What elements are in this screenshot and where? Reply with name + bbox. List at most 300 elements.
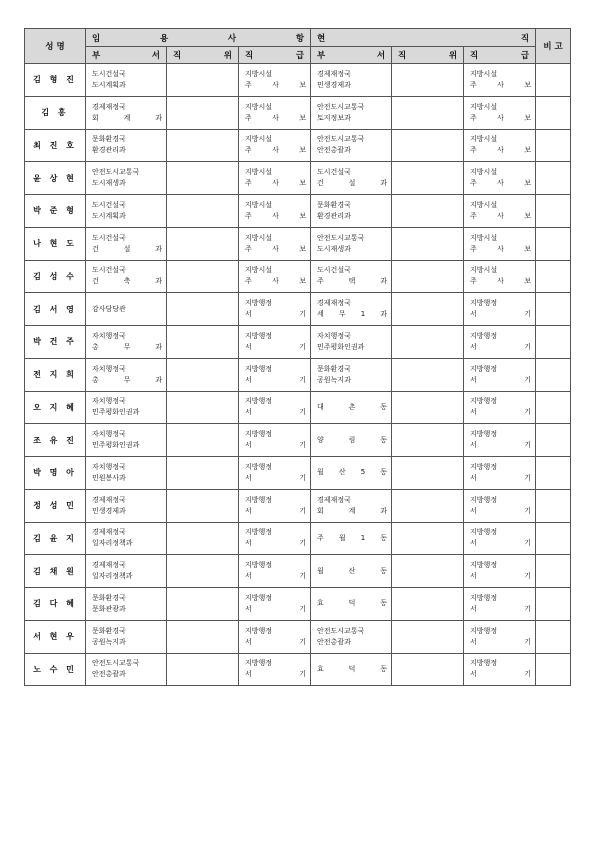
cur-grade-cell-line: 주 사 보 — [470, 179, 532, 188]
cur-grade-cell — [464, 293, 536, 326]
cur-grade-cell-line: 지방시설 — [470, 69, 498, 78]
new-dept-cell-line: 도시재생과 — [92, 179, 126, 188]
cur-position-header — [392, 47, 464, 64]
cur-position-cell — [392, 227, 464, 260]
new-dept-cell — [86, 620, 167, 653]
new-dept-cell-line: 민주평화인권과 — [92, 441, 140, 450]
new-grade-cell — [239, 358, 311, 391]
person-name: 김 형 진 — [25, 64, 86, 97]
cur-grade-cell — [464, 129, 536, 162]
person-name: 김 윤 지 — [25, 522, 86, 555]
new-grade-cell-line: 주 사 보 — [245, 179, 307, 188]
table-row — [25, 653, 571, 686]
header-char: 직 — [520, 33, 530, 44]
cur-grade-cell-line: 지방시설 — [470, 102, 498, 111]
person-name: 노 수 민 — [25, 653, 86, 686]
remarks-cell — [536, 522, 571, 555]
new-grade-cell — [239, 588, 311, 621]
cur-dept-cell-line: 경제재정국 — [317, 495, 351, 504]
header-char: 용 — [159, 33, 169, 44]
new-dept-cell — [86, 391, 167, 424]
cur-grade-cell — [464, 489, 536, 522]
new-position-cell — [167, 555, 239, 588]
cur-position-cell — [392, 129, 464, 162]
person-name: 최 진 호 — [25, 129, 86, 162]
cur-grade-cell-line: 서 기 — [470, 539, 532, 548]
header-char: 직 — [173, 51, 182, 61]
cur-position-cell — [392, 162, 464, 195]
cur-position-cell — [392, 391, 464, 424]
remarks-cell — [536, 653, 571, 686]
remarks-cell — [536, 96, 571, 129]
cur-grade-cell-line: 서 기 — [470, 310, 532, 319]
new-dept-cell — [86, 129, 167, 162]
cur-grade-cell — [464, 620, 536, 653]
cur-dept-cell-line: 안전총괄과 — [317, 146, 351, 155]
remarks-cell — [536, 293, 571, 326]
cur-dept-cell — [311, 358, 392, 391]
new-dept-cell-line: 도시건설국 — [92, 69, 126, 78]
new-grade-cell-line: 지방시설 — [245, 200, 273, 209]
new-grade-cell — [239, 457, 311, 490]
new-dept-cell — [86, 260, 167, 293]
new-grade-cell-line: 서 기 — [245, 408, 307, 417]
new-dept-cell-line: 문화관광과 — [92, 604, 126, 613]
new-grade-cell-line: 지방행정 — [245, 528, 273, 537]
new-grade-cell-line: 지방시설 — [245, 69, 273, 78]
cur-grade-cell-line: 서 기 — [470, 670, 532, 679]
table-row — [25, 326, 571, 359]
cur-dept-cell-line: 토지정보과 — [317, 113, 351, 122]
new-position-cell — [167, 293, 239, 326]
remarks-cell — [536, 424, 571, 457]
new-dept-cell-line: 안전도시교통국 — [92, 659, 140, 668]
header-char: 사 — [227, 33, 237, 44]
cur-grade-cell — [464, 64, 536, 97]
cur-grade-cell — [464, 260, 536, 293]
cur-position-cell — [392, 293, 464, 326]
header-char: 위 — [448, 51, 458, 61]
new-grade-cell-line: 주 사 보 — [245, 277, 307, 286]
cur-dept-cell-line: 민생경제과 — [317, 80, 351, 89]
cur-dept-cell — [311, 162, 392, 195]
new-dept-cell-line: 회 계 과 — [92, 113, 162, 122]
new-grade-cell — [239, 195, 311, 228]
new-grade-cell-line: 주 사 보 — [245, 80, 307, 89]
cur-dept-cell-line: 양 림 동 — [317, 435, 388, 444]
cur-dept-cell-line: 환경관리과 — [317, 211, 351, 220]
new-grade-header — [239, 47, 311, 64]
cur-dept-cell-line: 안전도시교통국 — [317, 233, 365, 242]
person-name: 박 건 주 — [25, 326, 86, 359]
new-grade-cell — [239, 391, 311, 424]
person-name: 박 명 아 — [25, 457, 86, 490]
cur-grade-cell-line: 지방행정 — [470, 495, 498, 504]
cur-dept-cell — [311, 293, 392, 326]
new-position-cell — [167, 391, 239, 424]
cur-dept-cell-line: 세 무 1 과 — [317, 310, 388, 319]
remarks-cell — [536, 129, 571, 162]
cur-dept-cell-line: 경제재정국 — [317, 69, 351, 78]
new-grade-cell-line: 지방행정 — [245, 331, 273, 340]
cur-grade-cell — [464, 326, 536, 359]
person-name: 나 현 도 — [25, 227, 86, 260]
cur-position-cell — [392, 489, 464, 522]
cur-grade-cell-line: 지방시설 — [470, 168, 498, 177]
new-dept-cell — [86, 588, 167, 621]
cur-position-cell — [392, 260, 464, 293]
new-grade-cell — [239, 489, 311, 522]
cur-dept-cell — [311, 129, 392, 162]
remarks-cell — [536, 260, 571, 293]
new-dept-cell-line: 자치행정국 — [92, 430, 126, 439]
new-dept-cell — [86, 424, 167, 457]
remarks-cell — [536, 64, 571, 97]
new-dept-cell-line: 민생경제과 — [92, 506, 126, 515]
table-row — [25, 489, 571, 522]
cur-position-cell — [392, 358, 464, 391]
person-name: 정 성 민 — [25, 489, 86, 522]
table-row — [25, 96, 571, 129]
person-name: 전 지 희 — [25, 358, 86, 391]
cur-position-cell — [392, 424, 464, 457]
header-char: 부 — [92, 51, 101, 61]
remarks-cell — [536, 162, 571, 195]
cur-grade-cell-line: 서 기 — [470, 637, 532, 646]
new-dept-cell-line: 경제재정국 — [92, 528, 126, 537]
cur-position-cell — [392, 522, 464, 555]
new-dept-header — [86, 47, 167, 64]
appointment-header — [86, 29, 311, 47]
new-dept-cell-line: 총 무 과 — [92, 342, 162, 351]
cur-grade-cell-line: 서 기 — [470, 572, 532, 581]
cur-dept-cell-line: 도시건설국 — [317, 266, 351, 275]
remarks-cell — [536, 227, 571, 260]
new-grade-cell — [239, 620, 311, 653]
new-grade-cell-line: 주 사 보 — [245, 113, 307, 122]
person-name: 윤 상 현 — [25, 162, 86, 195]
table-row — [25, 620, 571, 653]
cur-dept-cell-line: 문화환경국 — [317, 364, 351, 373]
cur-grade-cell-line: 주 사 보 — [470, 211, 532, 220]
new-grade-cell-line: 서 기 — [245, 310, 307, 319]
cur-grade-cell — [464, 96, 536, 129]
new-grade-cell — [239, 129, 311, 162]
cur-grade-cell-line: 지방행정 — [470, 659, 498, 668]
new-position-cell — [167, 96, 239, 129]
cur-grade-cell-line: 지방행정 — [470, 462, 498, 471]
cur-grade-cell — [464, 162, 536, 195]
new-position-cell — [167, 227, 239, 260]
cur-grade-cell — [464, 457, 536, 490]
new-grade-cell-line: 지방행정 — [245, 364, 273, 373]
cur-grade-cell-line: 서 기 — [470, 441, 532, 450]
new-dept-cell — [86, 227, 167, 260]
cur-dept-cell — [311, 522, 392, 555]
new-grade-cell — [239, 162, 311, 195]
header-char: 직 — [470, 51, 479, 61]
new-grade-cell — [239, 64, 311, 97]
table-row — [25, 293, 571, 326]
new-grade-cell — [239, 522, 311, 555]
cur-dept-cell-line: 경제재정국 — [317, 299, 351, 308]
cur-dept-cell — [311, 588, 392, 621]
cur-dept-cell-line: 도시건설국 — [317, 168, 351, 177]
header-char: 위 — [223, 51, 232, 61]
table-row — [25, 358, 571, 391]
new-position-cell — [167, 162, 239, 195]
new-dept-cell-line: 자치행정국 — [92, 462, 126, 471]
table-body — [25, 64, 571, 686]
new-dept-cell — [86, 293, 167, 326]
cur-position-cell — [392, 457, 464, 490]
new-dept-cell-line: 감사담당관 — [92, 304, 126, 313]
cur-dept-cell-line: 월 산 5 동 — [317, 468, 388, 477]
name-header: 성 명 — [25, 29, 86, 64]
new-grade-cell — [239, 653, 311, 686]
cur-grade-cell-line: 서 기 — [470, 342, 532, 351]
cur-grade-cell-line: 주 사 보 — [470, 277, 532, 286]
cur-dept-cell-line: 주 월 1 동 — [317, 533, 388, 542]
cur-grade-cell-line: 주 사 보 — [470, 244, 532, 253]
table-row — [25, 457, 571, 490]
table-row — [25, 555, 571, 588]
new-dept-cell-line: 도시계획과 — [92, 80, 126, 89]
new-dept-cell-line: 도시건설국 — [92, 233, 126, 242]
new-grade-cell-line: 서 기 — [245, 572, 307, 581]
new-grade-cell-line: 서 기 — [245, 670, 307, 679]
current-header-text — [311, 32, 535, 44]
remarks-cell — [536, 195, 571, 228]
header-char: 부 — [317, 51, 326, 61]
new-grade-cell — [239, 96, 311, 129]
cur-grade-cell-line: 지방행정 — [470, 299, 498, 308]
cur-dept-cell — [311, 424, 392, 457]
cur-dept-cell-line: 건 설 과 — [317, 179, 388, 188]
remarks-header: 비 고 — [536, 29, 571, 64]
new-position-cell — [167, 424, 239, 457]
new-dept-cell-line: 공원녹지과 — [92, 637, 126, 646]
new-grade-cell-line: 주 사 보 — [245, 146, 307, 155]
new-dept-header-text — [86, 49, 166, 61]
cur-dept-cell — [311, 195, 392, 228]
header-char: 직 — [245, 51, 254, 61]
new-dept-cell-line: 문화환경국 — [92, 593, 126, 602]
new-position-header — [167, 47, 239, 64]
new-position-cell — [167, 195, 239, 228]
cur-dept-cell — [311, 620, 392, 653]
cur-dept-header — [311, 47, 392, 64]
cur-dept-cell-line: 안전도시교통국 — [317, 626, 365, 635]
remarks-cell — [536, 391, 571, 424]
cur-grade-cell-line: 서 기 — [470, 408, 532, 417]
person-name: 김 성 수 — [25, 260, 86, 293]
cur-dept-cell-line: 안전도시교통국 — [317, 102, 365, 111]
cur-grade-cell-line: 서 기 — [470, 473, 532, 482]
new-grade-cell-line: 지방행정 — [245, 593, 273, 602]
new-position-cell — [167, 260, 239, 293]
cur-grade-cell-line: 지방행정 — [470, 561, 498, 570]
person-name: 김 채 원 — [25, 555, 86, 588]
cur-position-cell — [392, 588, 464, 621]
cur-position-cell — [392, 326, 464, 359]
cur-grade-cell-line: 주 사 보 — [470, 113, 532, 122]
new-grade-cell-line: 서 기 — [245, 604, 307, 613]
new-grade-cell-line: 지방행정 — [245, 299, 273, 308]
cur-grade-cell — [464, 588, 536, 621]
new-dept-cell-line: 도시건설국 — [92, 200, 126, 209]
new-position-cell — [167, 64, 239, 97]
person-name: 김 홍 — [25, 96, 86, 129]
new-grade-cell-line: 지방시설 — [245, 102, 273, 111]
new-grade-cell-line: 서 기 — [245, 637, 307, 646]
table-row — [25, 588, 571, 621]
new-dept-cell-line: 자치행정국 — [92, 364, 126, 373]
new-dept-cell-line: 문화환경국 — [92, 626, 126, 635]
cur-grade-cell — [464, 227, 536, 260]
new-position-cell — [167, 326, 239, 359]
cur-dept-cell-line: 문화환경국 — [317, 200, 351, 209]
cur-grade-cell — [464, 391, 536, 424]
new-grade-cell — [239, 260, 311, 293]
cur-grade-cell-line: 서 기 — [470, 506, 532, 515]
new-grade-cell-line: 지방시설 — [245, 135, 273, 144]
cur-dept-cell — [311, 457, 392, 490]
cur-dept-cell-line: 월 산 동 — [317, 566, 388, 575]
cur-dept-cell — [311, 227, 392, 260]
new-position-cell — [167, 489, 239, 522]
cur-grade-cell-line: 지방시설 — [470, 233, 498, 242]
header-char: 직 — [398, 51, 407, 61]
table-row — [25, 391, 571, 424]
new-grade-cell-line: 지방시설 — [245, 168, 273, 177]
cur-grade-cell — [464, 195, 536, 228]
person-name: 서 현 우 — [25, 620, 86, 653]
cur-grade-cell — [464, 358, 536, 391]
new-dept-cell — [86, 489, 167, 522]
remarks-cell — [536, 358, 571, 391]
new-grade-cell — [239, 227, 311, 260]
header-char: 급 — [520, 51, 530, 61]
cur-grade-cell-line: 지방시설 — [470, 200, 498, 209]
header-char: 임 — [92, 33, 101, 44]
table-row — [25, 260, 571, 293]
appointment-table — [24, 28, 571, 686]
cur-grade-cell-line: 지방행정 — [470, 397, 498, 406]
new-dept-cell-line: 자치행정국 — [92, 397, 126, 406]
cur-grade-cell — [464, 522, 536, 555]
cur-grade-cell-line: 주 사 보 — [470, 146, 532, 155]
new-grade-cell-line: 지방시설 — [245, 233, 273, 242]
new-position-cell — [167, 129, 239, 162]
new-grade-cell-line: 지방행정 — [245, 626, 273, 635]
table-row — [25, 162, 571, 195]
cur-grade-cell-line: 서 기 — [470, 375, 532, 384]
new-dept-cell — [86, 358, 167, 391]
cur-dept-cell — [311, 96, 392, 129]
new-grade-cell — [239, 326, 311, 359]
new-dept-cell-line: 안전총괄과 — [92, 670, 126, 679]
new-position-cell — [167, 522, 239, 555]
cur-dept-cell-line: 안전도시교통국 — [317, 135, 365, 144]
cur-position-cell — [392, 96, 464, 129]
cur-position-cell — [392, 195, 464, 228]
new-grade-cell-line: 서 기 — [245, 473, 307, 482]
cur-dept-cell-line: 도시재생과 — [317, 244, 351, 253]
cur-grade-cell-line: 지방행정 — [470, 626, 498, 635]
cur-grade-cell-line: 지방행정 — [470, 364, 498, 373]
cur-dept-cell-line: 자치행정국 — [317, 331, 351, 340]
cur-position-cell — [392, 620, 464, 653]
header-char: 서 — [376, 51, 386, 61]
new-dept-cell-line: 환경관리과 — [92, 146, 126, 155]
new-position-cell — [167, 457, 239, 490]
new-grade-cell-line: 지방행정 — [245, 561, 273, 570]
new-dept-cell-line: 일자리정책과 — [92, 539, 133, 548]
person-name: 오 지 혜 — [25, 391, 86, 424]
new-grade-cell-line: 지방행정 — [245, 397, 273, 406]
new-grade-cell-line: 지방시설 — [245, 266, 273, 275]
appointment-header-text — [86, 32, 310, 44]
new-dept-cell-line: 민주평화인권과 — [92, 408, 140, 417]
new-grade-cell-line: 서 기 — [245, 539, 307, 548]
new-grade-cell-line: 지방행정 — [245, 462, 273, 471]
new-grade-cell-line: 주 사 보 — [245, 244, 307, 253]
cur-dept-cell-line: 대 촌 동 — [317, 402, 388, 411]
cur-grade-cell-line: 주 사 보 — [470, 80, 532, 89]
remarks-cell — [536, 588, 571, 621]
cur-position-cell — [392, 653, 464, 686]
cur-dept-cell — [311, 489, 392, 522]
new-position-cell — [167, 588, 239, 621]
remarks-cell — [536, 326, 571, 359]
cur-dept-cell — [311, 391, 392, 424]
cur-grade-cell-line: 지방행정 — [470, 528, 498, 537]
new-dept-cell-line: 일자리정책과 — [92, 572, 133, 581]
new-dept-cell-line: 안전도시교통국 — [92, 168, 140, 177]
new-dept-cell-line: 문화환경국 — [92, 135, 126, 144]
person-name: 박 준 형 — [25, 195, 86, 228]
cur-position-cell — [392, 555, 464, 588]
cur-grade-cell-line: 지방행정 — [470, 430, 498, 439]
new-position-header-text — [167, 49, 238, 61]
current-header — [311, 29, 536, 47]
new-grade-cell-line: 주 사 보 — [245, 211, 307, 220]
new-dept-cell — [86, 555, 167, 588]
cur-position-header-text — [392, 49, 463, 61]
new-grade-cell — [239, 293, 311, 326]
person-name: 조 유 진 — [25, 424, 86, 457]
header-char: 서 — [151, 51, 160, 61]
cur-dept-cell-line: 주 택 과 — [317, 277, 388, 286]
header-char: 항 — [295, 33, 305, 44]
new-dept-cell — [86, 522, 167, 555]
new-dept-cell-line: 총 무 과 — [92, 375, 162, 384]
new-grade-cell-line: 지방행정 — [245, 495, 273, 504]
header-char: 급 — [295, 51, 305, 61]
new-grade-cell-line: 지방행정 — [245, 659, 273, 668]
cur-grade-cell — [464, 424, 536, 457]
new-grade-cell-line: 서 기 — [245, 342, 307, 351]
new-dept-cell — [86, 96, 167, 129]
new-dept-cell-line: 경제재정국 — [92, 102, 126, 111]
new-grade-header-text — [239, 49, 310, 61]
cur-grade-cell — [464, 653, 536, 686]
new-position-cell — [167, 653, 239, 686]
table-row — [25, 522, 571, 555]
new-dept-cell-line: 건 축 과 — [92, 277, 162, 286]
table-row — [25, 195, 571, 228]
